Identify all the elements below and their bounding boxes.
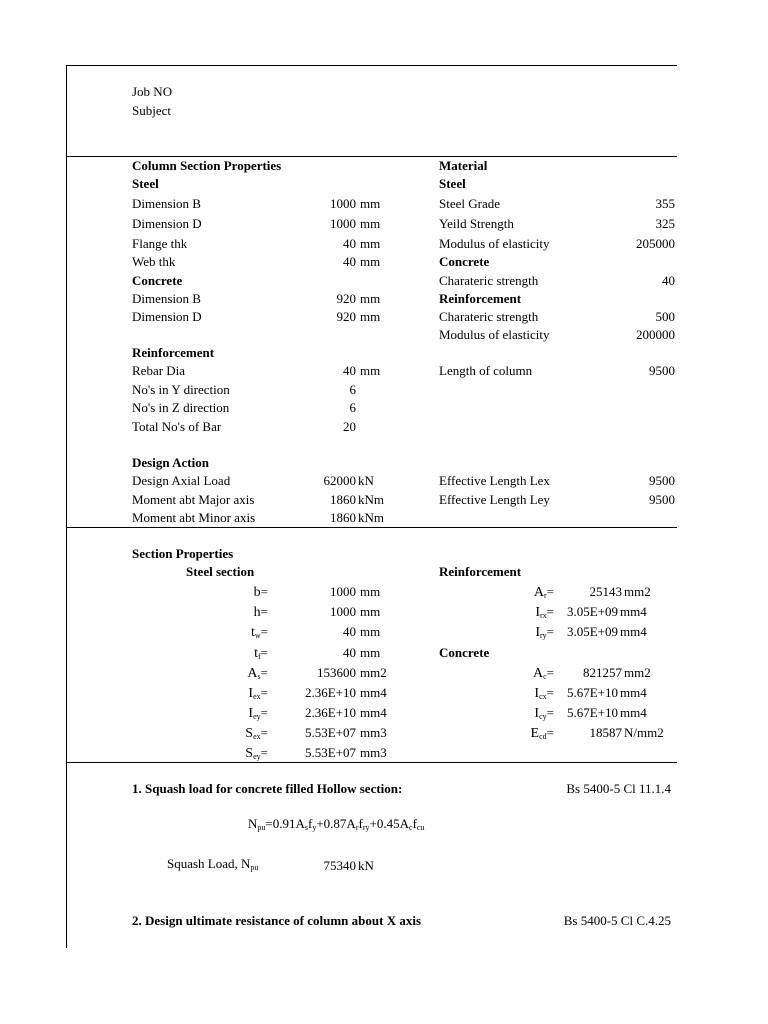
reinf-row-unit: mm: [360, 363, 381, 378]
concrete-row-unit: mm: [360, 291, 381, 306]
concrete-prop-value: 5.67E+10: [566, 705, 618, 720]
material-row-value: 205000: [636, 236, 675, 251]
concrete-prop-unit: mm2: [624, 665, 651, 680]
material-row-label: Charateric strength: [439, 309, 539, 324]
concrete-title: Concrete: [132, 273, 183, 288]
effective-length-ley-value: 9500: [649, 492, 675, 507]
steel-section-title: Steel section: [186, 564, 255, 579]
concrete-prop-value: 18587: [589, 725, 622, 740]
steel-prop-value: 153600: [317, 665, 356, 680]
subject-label: Subject: [132, 103, 171, 118]
reinf-prop-symbol: $A_r=$: [533, 584, 554, 600]
steel-prop-symbol: b=: [253, 584, 268, 600]
concrete-prop-unit: N/mm2: [624, 725, 664, 740]
material-concrete-title: Concrete: [439, 254, 490, 269]
steel-prop-value: 40: [343, 624, 356, 639]
material-row-label: Charateric strength: [439, 273, 539, 288]
left-border-line: [66, 65, 67, 948]
steel-prop-symbol: $A_s=$: [247, 665, 268, 681]
steel-row-value: 1000: [330, 216, 356, 231]
material-row-value: 355: [655, 196, 675, 211]
steel-prop-value: 5.53E+07: [304, 745, 356, 760]
design-row-label: Moment abt Major axis: [132, 492, 255, 507]
material-row-value: 200000: [636, 327, 675, 342]
squash-load-unit: kN: [358, 858, 374, 873]
concrete-prop-symbol: $I_{cx}=$: [534, 685, 554, 701]
squash-formula: $N_{pu}=0.91A_sf_y+0.87A_rf_{ry}+0.45A_cf_{cu}$: [248, 816, 425, 832]
steel-row-value: 40: [343, 236, 356, 251]
steel-prop-symbol: $S_{ey}=$: [245, 745, 268, 761]
material-row-label: Yeild Strength: [439, 216, 514, 231]
concrete-prop-symbol: $E_{cd}=$: [530, 725, 554, 741]
steel-row-label: Web thk: [132, 254, 176, 269]
design-row-value: 1860: [330, 510, 356, 525]
reinf-row-label: Rebar Dia: [132, 363, 186, 378]
concrete-prop-symbol: $I_{cy}=$: [534, 705, 554, 721]
steel-prop-value: 1000: [330, 584, 356, 599]
steel-prop-unit: mm4: [360, 705, 387, 720]
design-row-value: 1860: [330, 492, 356, 507]
reinf-prop-value: 3.05E+09: [566, 604, 618, 619]
steel-row-label: Flange thk: [132, 236, 188, 251]
steel-row-label: Dimension B: [132, 196, 201, 211]
reinf-row-value: 6: [349, 400, 356, 415]
steel-prop-unit: mm: [360, 645, 381, 660]
reinf-row-value: 6: [349, 382, 356, 397]
steel-row-unit: mm: [360, 236, 381, 251]
reinf-prop-unit: mm4: [620, 624, 647, 639]
length-of-column-value: 9500: [649, 363, 675, 378]
divider-properties: [66, 762, 677, 763]
concrete-prop-symbol: $A_c=$: [532, 665, 554, 681]
squash-load-label: Squash Load, $N_{pu}$: [167, 856, 259, 872]
steel-row-unit: mm: [360, 254, 381, 269]
reinforcement-title: Reinforcement: [132, 345, 215, 360]
length-of-column-label: Length of column: [439, 363, 533, 378]
material-steel-title: Steel: [439, 176, 466, 191]
material-reinf-title: Reinforcement: [439, 291, 522, 306]
design-row-value: 62000: [323, 473, 356, 488]
reinf-row-value: 20: [343, 419, 356, 434]
squash-heading: 1. Squash load for concrete filled Hollow section:: [132, 781, 403, 796]
material-row-label: Steel Grade: [439, 196, 501, 211]
concrete-prop-unit: mm4: [620, 685, 647, 700]
squash-load-value: 75340: [323, 858, 356, 873]
design-action-title: Design Action: [132, 455, 209, 470]
resistance-heading: 2. Design ultimate resistance of column about X axis: [132, 913, 422, 928]
job-no-label: Job NO: [132, 84, 173, 99]
divider-inputs: [66, 527, 677, 528]
steel-prop-symbol: $I_{ex}=$: [248, 685, 268, 701]
reinf-row-value: 40: [343, 363, 356, 378]
steel-title: Steel: [132, 176, 159, 191]
effective-length-lex-label: Effective Length Lex: [439, 473, 550, 488]
steel-prop-symbol: $t_w=$: [250, 624, 268, 640]
reinf-row-label: No's in Y direction: [132, 382, 230, 397]
steel-prop-unit: mm3: [360, 745, 387, 760]
reinf-prop-symbol: $I_{rx}=$: [535, 604, 554, 620]
concrete-row-value: 920: [336, 291, 356, 306]
steel-prop-unit: mm: [360, 584, 381, 599]
material-row-value: 40: [662, 273, 675, 288]
design-row-unit: kN: [358, 473, 374, 488]
steel-prop-symbol: $t_f=$: [254, 645, 268, 661]
material-row-value: 325: [655, 216, 675, 231]
steel-row-value: 40: [343, 254, 356, 269]
concrete-row-label: Dimension B: [132, 291, 201, 306]
reinf-prop-value: 3.05E+09: [566, 624, 618, 639]
top-border-line: [66, 65, 677, 66]
steel-row-label: Dimension D: [132, 216, 202, 231]
steel-prop-unit: mm: [360, 624, 381, 639]
column-section-title: Column Section Properties: [132, 158, 282, 173]
concrete-row-unit: mm: [360, 309, 381, 324]
steel-prop-unit: mm: [360, 604, 381, 619]
design-row-label: Moment abt Minor axis: [132, 510, 256, 525]
resistance-reference: Bs 5400-5 Cl C.4.25: [563, 913, 671, 928]
material-row-label: Modulus of elasticity: [439, 236, 550, 251]
reinf-row-label: No's in Z direction: [132, 400, 230, 415]
reinf-prop-value: 25143: [589, 584, 622, 599]
material-title: Material: [439, 158, 488, 173]
design-row-label: Design Axial Load: [132, 473, 231, 488]
effective-length-lex-value: 9500: [649, 473, 675, 488]
steel-row-value: 1000: [330, 196, 356, 211]
section-properties-title: Section Properties: [132, 546, 234, 561]
props-concrete-title: Concrete: [439, 645, 490, 660]
material-row-label: Modulus of elasticity: [439, 327, 550, 342]
steel-prop-unit: mm4: [360, 685, 387, 700]
steel-prop-unit: mm3: [360, 725, 387, 740]
steel-prop-symbol: $S_{ex}=$: [245, 725, 268, 741]
steel-prop-symbol: h=: [253, 604, 268, 620]
props-reinforcement-title: Reinforcement: [439, 564, 522, 579]
material-row-value: 500: [655, 309, 675, 324]
design-row-unit: kNm: [358, 510, 384, 525]
steel-prop-value: 5.53E+07: [304, 725, 356, 740]
concrete-prop-unit: mm4: [620, 705, 647, 720]
concrete-prop-value: 5.67E+10: [566, 685, 618, 700]
concrete-row-value: 920: [336, 309, 356, 324]
divider-header: [66, 156, 677, 157]
reinf-prop-symbol: $I_{ry}=$: [535, 624, 554, 640]
effective-length-ley-label: Effective Length Ley: [439, 492, 550, 507]
squash-reference: Bs 5400-5 Cl 11.1.4: [566, 781, 671, 796]
design-row-unit: kNm: [358, 492, 384, 507]
reinf-prop-unit: mm4: [620, 604, 647, 619]
steel-prop-symbol: $I_{ey}=$: [248, 705, 268, 721]
steel-row-unit: mm: [360, 216, 381, 231]
reinf-prop-unit: mm2: [624, 584, 651, 599]
concrete-prop-value: 821257: [583, 665, 622, 680]
steel-prop-value: 2.36E+10: [304, 705, 356, 720]
steel-row-unit: mm: [360, 196, 381, 211]
steel-prop-value: 40: [343, 645, 356, 660]
steel-prop-unit: mm2: [360, 665, 387, 680]
steel-prop-value: 1000: [330, 604, 356, 619]
reinf-row-label: Total No's of Bar: [132, 419, 222, 434]
concrete-row-label: Dimension D: [132, 309, 202, 324]
steel-prop-value: 2.36E+10: [304, 685, 356, 700]
